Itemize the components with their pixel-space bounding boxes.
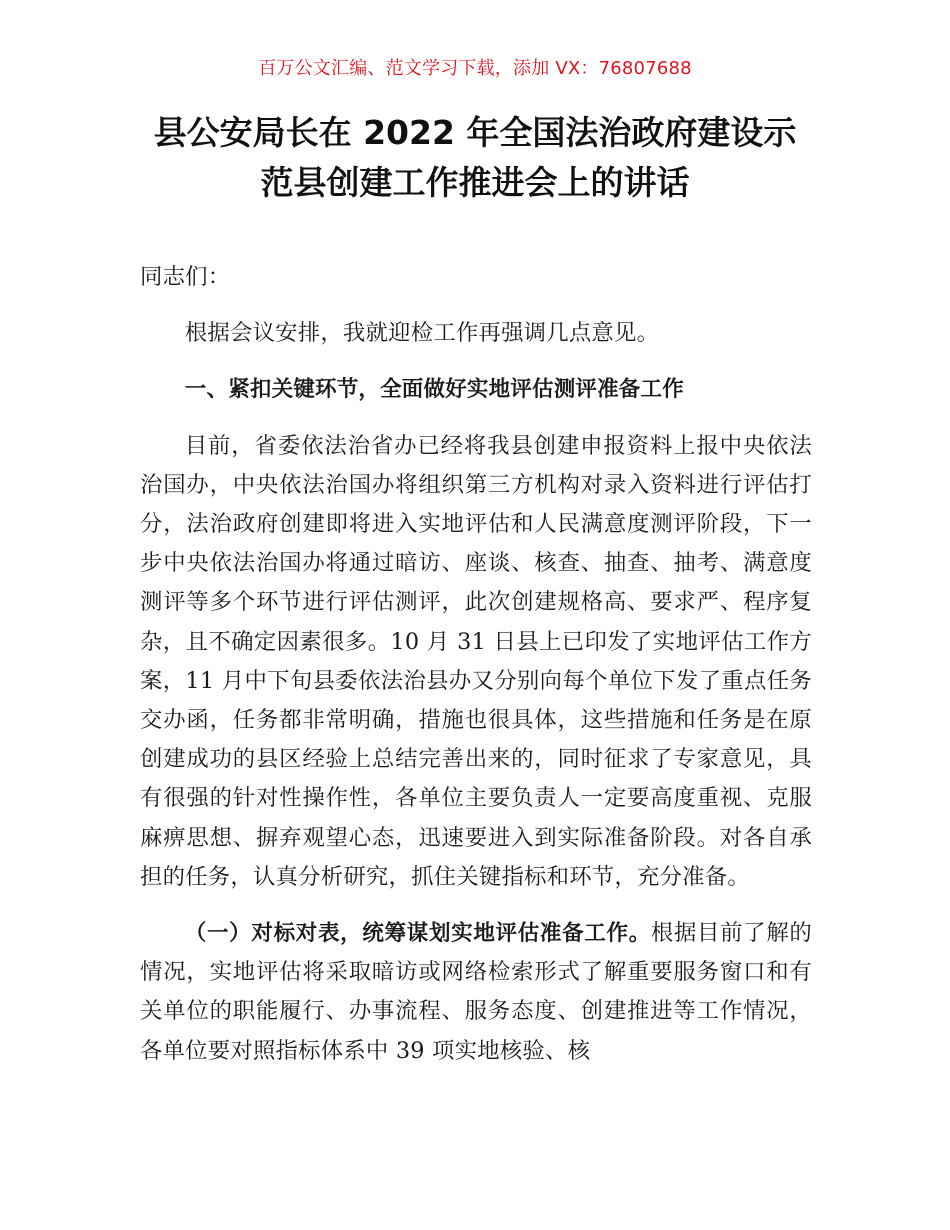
- subsection-1-text: 根据目前了解的情况，实地评估将采取暗访或网络检索形式了解重要服务窗口和有关单位的职能履行、办事流程、服务态度、创建推进等工作情况，各单位要对照指标体系中 39 项实地核验、核: [140, 920, 812, 1064]
- document-body: [140, 258, 812, 1071]
- promo-banner: 百万公文汇编、范文学习下载，添加 VX：76807688: [258, 58, 692, 79]
- greeting: 同志们：: [140, 264, 231, 290]
- section-1-heading: 一、紧扣关键环节，全面做好实地评估测评准备工作: [184, 377, 684, 403]
- title-line-1: 县公安局长在 2022 年全国法治政府建设示: [153, 113, 797, 152]
- intro-paragraph: 根据会议安排，我就迎检工作再强调几点意见。: [184, 320, 660, 347]
- subsection-1-lead: （一）对标对表，统筹谋划实地评估准备工作。: [184, 921, 651, 947]
- title-line-2: 范县创建工作推进会上的讲话: [260, 163, 690, 202]
- document-title: [100, 108, 850, 208]
- subsection-1-paragraph: [140, 914, 812, 1071]
- section-1-paragraph: 目前，省委依法治省办已经将我县创建申报资料上报中央依法治国办，中央依法治国办将组织第三方机构对录入资料进行评估打分，法治政府创建即将进入实地评估和人民满意度测评阶段，下一步中央依法治国办将通过暗访、座谈、核查、抽查、抽考、满意度测评等多个环节进行评估测评，此次创建规格高、要求严、程序复杂，且不确定因素很多。10 月 31 日县上已印发了实地评估工作方案，11 月中下旬县委依法治县办又分别向每个单位下发了重点任务交办函，任务都非常明确，措施也很具体，这些措施和任务是在原创建成功的县区经验上总结完善出来的，同时征求了专家意见，具有很强的针对性操作性，各单位主要负责人一定要高度重视、克服麻痹思想、摒弃观望心态，迅速要进入到实际准备阶段。对各自承担的任务，认真分析研究，抓住关键指标和环节，充分准备。: [140, 432, 812, 890]
